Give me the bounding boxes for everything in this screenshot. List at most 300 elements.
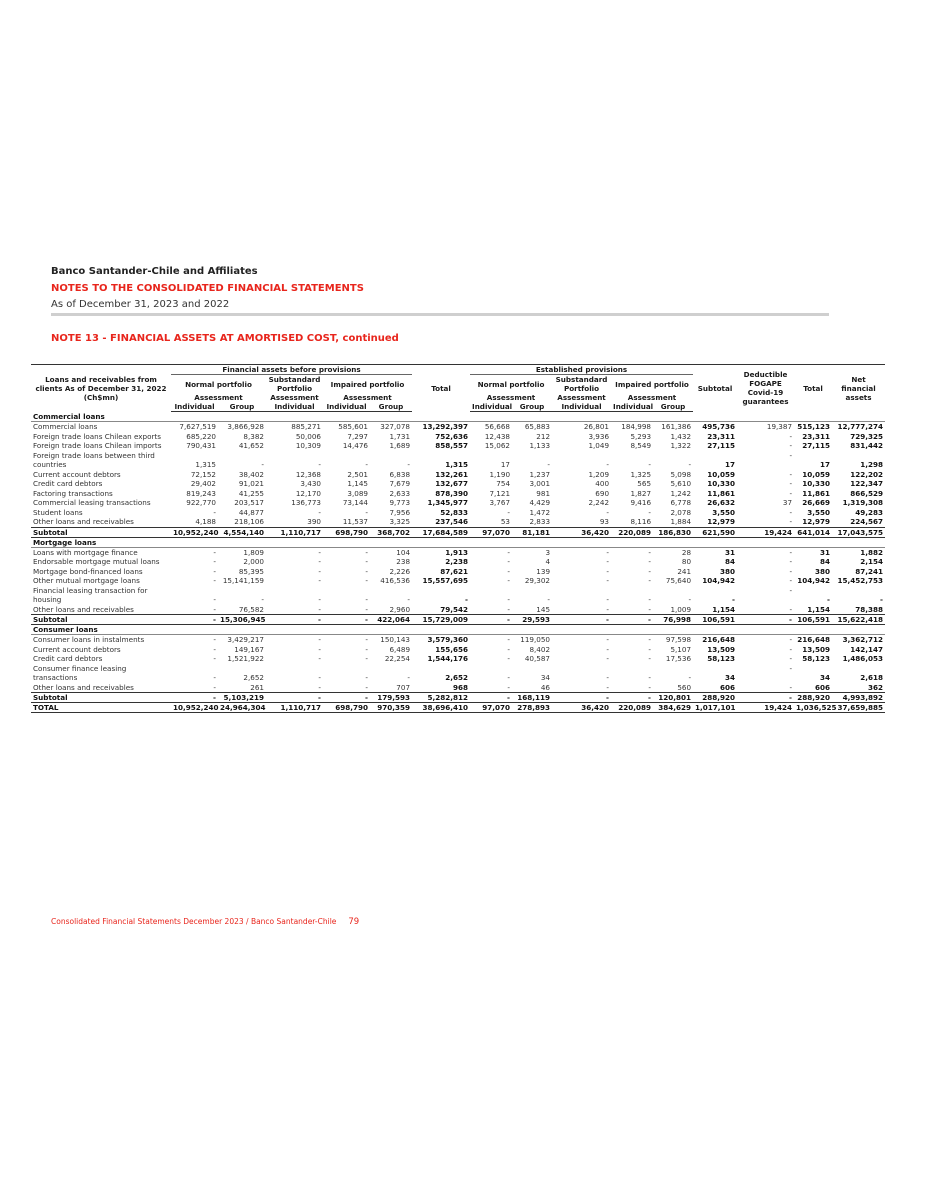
cell-value: 831,442 xyxy=(850,441,884,451)
cell-value xyxy=(218,586,266,596)
cell-value: 606 xyxy=(815,682,831,692)
cell-value: - xyxy=(507,644,511,654)
cell-value: 149,167 xyxy=(234,644,264,654)
cell-value: - xyxy=(552,615,611,625)
cell-value: 97,070 xyxy=(470,527,512,537)
cell-value: 168,119 xyxy=(512,693,552,703)
subtotal-header: Subtotal xyxy=(693,365,737,412)
cell-value: - xyxy=(266,693,323,703)
cell-value: 17 xyxy=(820,460,831,470)
cell-value: 278,893 xyxy=(512,703,552,713)
row-label: Credit card debtors xyxy=(33,479,103,489)
cell-value xyxy=(512,664,552,674)
cell-value: 729,325 xyxy=(850,431,884,441)
cell-value: - xyxy=(470,693,512,703)
cell-value: - xyxy=(688,460,692,470)
cell-value xyxy=(412,586,470,596)
row-label: housing xyxy=(33,595,62,605)
cell-value: - xyxy=(789,635,793,645)
cell-value: - xyxy=(213,566,216,576)
cell-value: 12,170 xyxy=(295,488,321,498)
cell-value: - xyxy=(606,566,610,576)
cell-value: - xyxy=(606,460,610,470)
cell-value: - xyxy=(688,673,692,683)
cell-value: 15,306,945 xyxy=(220,615,266,624)
cell-value: 34 xyxy=(820,673,831,683)
cell-value: - xyxy=(606,576,610,586)
cell-value: 7,679 xyxy=(389,479,411,489)
cell-value: 38,402 xyxy=(238,469,264,479)
substandard-portfolio-header: Substandard Portfolio xyxy=(268,375,321,393)
cell-value: 10,330 xyxy=(707,479,736,489)
cell-value: 237,546 xyxy=(435,517,469,527)
cell-value: - xyxy=(827,595,831,605)
assessment-label: Assessment xyxy=(194,393,243,402)
cell-value: - xyxy=(365,673,368,683)
cell-value: 72,152 xyxy=(190,469,216,479)
cell-value: 585,601 xyxy=(338,422,368,432)
cell-value: - xyxy=(789,576,793,586)
cell-value: 104,942 xyxy=(797,576,831,586)
cell-value: 7,297 xyxy=(347,431,368,441)
cell-value: 2,226 xyxy=(389,566,411,576)
cell-value: 29,402 xyxy=(190,479,216,489)
cell-value: - xyxy=(318,635,321,645)
cell-value: 685,220 xyxy=(186,431,216,441)
cell-value: 142,147 xyxy=(850,644,884,654)
cell-value: 17,536 xyxy=(665,654,692,664)
cell-value: - xyxy=(648,557,652,567)
cell-value: - xyxy=(507,557,511,567)
cell-value: - xyxy=(507,547,511,557)
cell-value: 1,319,308 xyxy=(842,498,884,508)
cell-value: 4,188 xyxy=(195,517,216,527)
cell-value: 922,770 xyxy=(186,498,216,508)
cell-value: 13,509 xyxy=(802,644,831,654)
cell-value: - xyxy=(789,441,793,451)
group-label: Group xyxy=(512,402,552,412)
cell-value: 5,098 xyxy=(670,469,692,479)
cell-value: 380 xyxy=(815,566,831,576)
cell-value xyxy=(737,595,794,605)
cell-value: 390 xyxy=(307,517,321,527)
cell-value: 41,255 xyxy=(238,488,264,498)
cell-value: - xyxy=(880,595,884,605)
cell-value: 1,486,053 xyxy=(842,654,884,664)
cell-value: 26,801 xyxy=(583,422,610,432)
cell-value: - xyxy=(606,635,610,645)
cell-value: - xyxy=(213,644,216,654)
table-row xyxy=(31,422,885,432)
cell-value: 19,424 xyxy=(737,703,794,713)
cell-value: 1,432 xyxy=(670,431,692,441)
cell-value: 27,115 xyxy=(707,441,736,451)
cell-value: 179,593 xyxy=(370,693,412,703)
cell-value xyxy=(512,451,552,461)
cell-value xyxy=(794,586,832,596)
cell-value: 1,298 xyxy=(860,460,884,470)
total-after-header: Total xyxy=(794,365,832,412)
cell-value: 212 xyxy=(536,431,551,441)
cell-value: - xyxy=(789,663,793,673)
cell-value: - xyxy=(789,479,793,489)
cell-value: 7,121 xyxy=(489,488,511,498)
cell-value: 752,636 xyxy=(435,431,469,441)
cell-value xyxy=(266,451,323,461)
cell-value xyxy=(653,664,693,674)
cell-value: 1,009 xyxy=(670,604,692,614)
cell-value: 5,293 xyxy=(630,431,652,441)
cell-value: 132,677 xyxy=(435,479,469,489)
cell-value: - xyxy=(407,595,411,605)
cell-value: 28 xyxy=(681,547,692,557)
cell-value: 754 xyxy=(496,479,511,489)
cell-value xyxy=(552,586,611,596)
cell-value: - xyxy=(318,604,321,614)
cell-value: 3 xyxy=(545,547,551,557)
cell-value: - xyxy=(213,682,216,692)
cell-value: 76,582 xyxy=(238,604,264,614)
table-row xyxy=(31,595,885,605)
financial-assets-table xyxy=(31,364,885,713)
total-row xyxy=(31,703,885,713)
cell-value: 34 xyxy=(725,673,736,683)
cell-value: - xyxy=(318,576,321,586)
cell-value: - xyxy=(318,547,321,557)
subtotal-row xyxy=(31,615,885,625)
table-row xyxy=(31,441,885,451)
cell-value xyxy=(693,586,737,596)
cell-value: - xyxy=(507,566,511,576)
row-label: Consumer finance leasing xyxy=(33,663,127,673)
group-label: Group xyxy=(653,402,693,412)
cell-value: 12,777,274 xyxy=(837,422,884,432)
cell-value xyxy=(653,451,693,461)
cell-value: 12,979 xyxy=(707,517,736,527)
cell-value: - xyxy=(606,547,610,557)
cell-value xyxy=(693,664,737,674)
cell-value: - xyxy=(789,469,793,479)
cell-value: 150,143 xyxy=(380,635,411,645)
table-row xyxy=(31,605,885,615)
cell-value: 3,430 xyxy=(300,479,321,489)
total-header: Total xyxy=(412,365,470,412)
row-label: Mortgage bond-financed loans xyxy=(33,566,143,576)
cell-value: 10,952,240 xyxy=(173,527,219,537)
cell-value: - xyxy=(365,460,368,470)
cell-value: 2,633 xyxy=(389,488,411,498)
cell-value: 26,632 xyxy=(707,498,736,508)
cell-value: 9,416 xyxy=(630,498,652,508)
cell-value: - xyxy=(171,615,218,625)
cell-value: - xyxy=(789,450,793,460)
cell-value: - xyxy=(606,557,610,567)
cell-value: 3,550 xyxy=(807,507,831,517)
cell-value: 3,550 xyxy=(712,507,736,517)
cell-value: - xyxy=(606,507,610,517)
cell-value: 104 xyxy=(396,547,411,557)
cell-value: 31 xyxy=(725,547,736,557)
row-label: Loans with mortgage finance xyxy=(33,547,138,557)
cell-value: 422,064 xyxy=(370,615,412,625)
table-row xyxy=(31,576,885,586)
table-row xyxy=(31,557,885,567)
cell-value: - xyxy=(648,682,652,692)
subtotal-row xyxy=(31,527,885,537)
cell-value: 15,062 xyxy=(484,441,511,451)
cell-value: - xyxy=(507,682,511,692)
cell-value: 2,238 xyxy=(445,557,469,567)
cell-value: 6,838 xyxy=(389,469,411,479)
cell-value: 1,827 xyxy=(630,488,652,498)
cell-value: 10,952,240 xyxy=(173,703,219,712)
cell-value: 93 xyxy=(599,517,610,527)
cell-value: - xyxy=(688,595,692,605)
cell-value: 819,243 xyxy=(186,488,216,498)
cell-value: - xyxy=(507,595,511,605)
cell-value: 1,544,176 xyxy=(427,654,469,664)
cell-value: - xyxy=(318,682,321,692)
cell-value: 3,429,217 xyxy=(227,635,264,645)
cell-value: 238 xyxy=(396,557,411,567)
row-label: Financial leasing transaction for xyxy=(33,585,148,595)
cell-value xyxy=(794,664,832,674)
cell-value: 3,001 xyxy=(529,479,551,489)
table-row xyxy=(31,517,885,527)
cell-value: 416,536 xyxy=(380,576,411,586)
cell-value: 6,489 xyxy=(389,644,411,654)
cell-value: 24,964,304 xyxy=(220,703,266,712)
cell-value: 9,773 xyxy=(389,498,411,508)
cell-value: 17 xyxy=(725,460,736,470)
cell-value: - xyxy=(365,635,368,645)
cell-value: - xyxy=(789,488,793,498)
cell-value: 1,110,717 xyxy=(266,527,323,537)
cell-value: 145 xyxy=(536,604,551,614)
cell-value: - xyxy=(507,576,511,586)
cell-value: - xyxy=(606,673,610,683)
row-label: Commercial loans xyxy=(33,422,98,432)
cell-value xyxy=(171,451,218,461)
cell-value: - xyxy=(732,595,736,605)
cell-value: 81,181 xyxy=(512,527,552,537)
cell-value: 122,202 xyxy=(850,469,884,479)
cell-value: 1,242 xyxy=(670,488,692,498)
section-title: Consumer loans xyxy=(31,625,885,635)
row-label: Subtotal xyxy=(31,693,171,703)
cell-value: 12,438 xyxy=(484,431,511,441)
cell-value: 84 xyxy=(725,557,736,567)
cell-value: - xyxy=(365,644,368,654)
cell-value: 1,036,525 xyxy=(796,703,837,712)
cell-value xyxy=(370,586,412,596)
assessment-label: Assessment xyxy=(343,393,392,402)
cell-value: 19,424 xyxy=(737,527,794,537)
cell-value: 698,790 xyxy=(323,703,370,713)
table-row xyxy=(31,460,885,470)
cell-value: 11,537 xyxy=(342,517,368,527)
cell-value: - xyxy=(365,654,368,664)
cell-value: - xyxy=(318,654,321,664)
cell-value: - xyxy=(648,604,652,614)
row-label: Subtotal xyxy=(31,527,171,537)
cell-value: 1,133 xyxy=(529,441,551,451)
header-divider xyxy=(51,313,829,316)
group-established-provisions: Established provisions xyxy=(470,365,693,375)
cell-value: - xyxy=(789,557,793,567)
cell-value: - xyxy=(261,595,264,605)
cell-value: 184,998 xyxy=(621,422,652,432)
cell-value: - xyxy=(789,644,793,654)
cell-value: - xyxy=(213,654,216,664)
cell-value: 1,689 xyxy=(389,441,411,451)
cell-value: 12,979 xyxy=(802,517,831,527)
cell-value xyxy=(832,664,885,674)
cell-value: - xyxy=(789,547,793,557)
cell-value: 41,652 xyxy=(238,441,264,451)
cell-value: 1,731 xyxy=(389,431,411,441)
individual-label: Individual xyxy=(171,402,218,412)
cell-value: 1,325 xyxy=(630,469,652,479)
cell-value: - xyxy=(171,693,218,703)
table-row xyxy=(31,635,885,645)
cell-value: - xyxy=(323,693,370,703)
row-label: Consumer loans in instalments xyxy=(33,635,145,645)
cell-value: - xyxy=(552,693,611,703)
cell-value: 104,942 xyxy=(702,576,736,586)
section-header xyxy=(31,537,885,547)
cell-value: 10,309 xyxy=(295,441,321,451)
cell-value: 8,382 xyxy=(243,431,264,441)
cell-value: 1,315 xyxy=(445,460,469,470)
cell-value: 384,629 xyxy=(653,703,693,713)
cell-value: 1,154 xyxy=(712,604,736,614)
cell-value xyxy=(737,673,794,683)
cell-value xyxy=(470,586,512,596)
row-label: Other loans and receivables xyxy=(33,517,134,527)
cell-value: 866,529 xyxy=(850,488,884,498)
note-title: NOTE 13 - FINANCIAL ASSETS AT AMORTISED COST, continued xyxy=(51,333,399,344)
cell-value: 5,282,812 xyxy=(412,693,470,703)
cell-value: - xyxy=(266,615,323,625)
cell-value: - xyxy=(789,682,793,692)
cell-value: 8,402 xyxy=(529,644,551,654)
cell-value xyxy=(832,586,885,596)
cell-value: 1,315 xyxy=(195,460,216,470)
cell-value: - xyxy=(507,635,511,645)
cell-value: 26,669 xyxy=(802,498,831,508)
cell-value: 106,591 xyxy=(693,615,737,625)
table-row xyxy=(31,508,885,518)
cell-value: 495,736 xyxy=(702,422,736,432)
cell-value: 13,292,397 xyxy=(422,422,469,432)
table-row xyxy=(31,567,885,577)
table-row xyxy=(31,586,885,596)
cell-value: - xyxy=(470,615,512,625)
section-title: Mortgage loans xyxy=(31,537,885,547)
cell-value xyxy=(370,664,412,674)
cell-value: - xyxy=(611,693,653,703)
cell-value: 87,621 xyxy=(440,566,469,576)
cell-value: 380 xyxy=(720,566,736,576)
cell-value: 31 xyxy=(820,547,831,557)
cell-value: 76,998 xyxy=(653,615,693,625)
cell-value: - xyxy=(318,673,321,683)
cell-value: 80 xyxy=(681,557,692,567)
row-label: Subtotal xyxy=(31,615,171,625)
cell-value: 23,311 xyxy=(707,431,736,441)
cell-value: 2,501 xyxy=(347,469,368,479)
cell-value: 136,773 xyxy=(291,498,321,508)
cell-value xyxy=(412,451,470,461)
cell-value: - xyxy=(407,673,411,683)
cell-value: 4,429 xyxy=(529,498,551,508)
cell-value: - xyxy=(318,557,321,567)
cell-value: 8,116 xyxy=(630,517,652,527)
table-row xyxy=(31,451,885,461)
row-label: transactions xyxy=(33,673,78,683)
cell-value: 7,956 xyxy=(389,507,411,517)
cell-value: - xyxy=(213,547,216,557)
cell-value: 3,362,712 xyxy=(842,635,884,645)
cell-value: 218,106 xyxy=(234,517,264,527)
cell-value xyxy=(611,586,653,596)
cell-value: - xyxy=(789,585,793,595)
row-label: Other mutual mortgage loans xyxy=(33,576,140,586)
cell-value: 968 xyxy=(453,682,469,692)
cell-value: - xyxy=(648,507,652,517)
cell-value: 2,000 xyxy=(243,557,264,567)
cell-value: 3,767 xyxy=(489,498,511,508)
cell-value: 288,920 xyxy=(693,693,737,703)
cell-value: - xyxy=(213,576,216,586)
cell-value: 75,640 xyxy=(665,576,692,586)
cell-value: 560 xyxy=(677,682,692,692)
cell-value: 220,089 xyxy=(611,527,653,537)
page-footer xyxy=(51,917,359,927)
table-row xyxy=(31,498,885,508)
cell-value: 37 xyxy=(782,498,793,508)
cell-value: - xyxy=(213,595,216,605)
cell-value xyxy=(737,460,794,470)
cell-value: - xyxy=(789,431,793,441)
cell-value: 858,557 xyxy=(435,441,469,451)
cell-value: - xyxy=(407,460,411,470)
cell-value: - xyxy=(365,566,368,576)
cell-value xyxy=(370,451,412,461)
cell-value: - xyxy=(365,682,368,692)
table-row xyxy=(31,479,885,489)
cell-value: 3,325 xyxy=(389,517,411,527)
company-name: Banco Santander-Chile and Affiliates xyxy=(51,266,258,277)
cell-value: 10,059 xyxy=(802,469,831,479)
cell-value: 5,107 xyxy=(670,644,692,654)
cell-value: - xyxy=(648,566,652,576)
cell-value xyxy=(512,586,552,596)
cell-value: 515,123 xyxy=(797,422,831,432)
cell-value: - xyxy=(547,460,551,470)
cell-value xyxy=(552,664,611,674)
cell-value: 3,936 xyxy=(588,431,610,441)
cell-value: 3,866,928 xyxy=(227,422,264,432)
cell-value: - xyxy=(789,566,793,576)
cell-value: 606 xyxy=(720,682,736,692)
cell-value: 122,347 xyxy=(850,479,884,489)
cell-value: - xyxy=(606,644,610,654)
cell-value: - xyxy=(507,604,511,614)
cell-value: 23,311 xyxy=(802,431,831,441)
row-label: countries xyxy=(33,460,67,470)
